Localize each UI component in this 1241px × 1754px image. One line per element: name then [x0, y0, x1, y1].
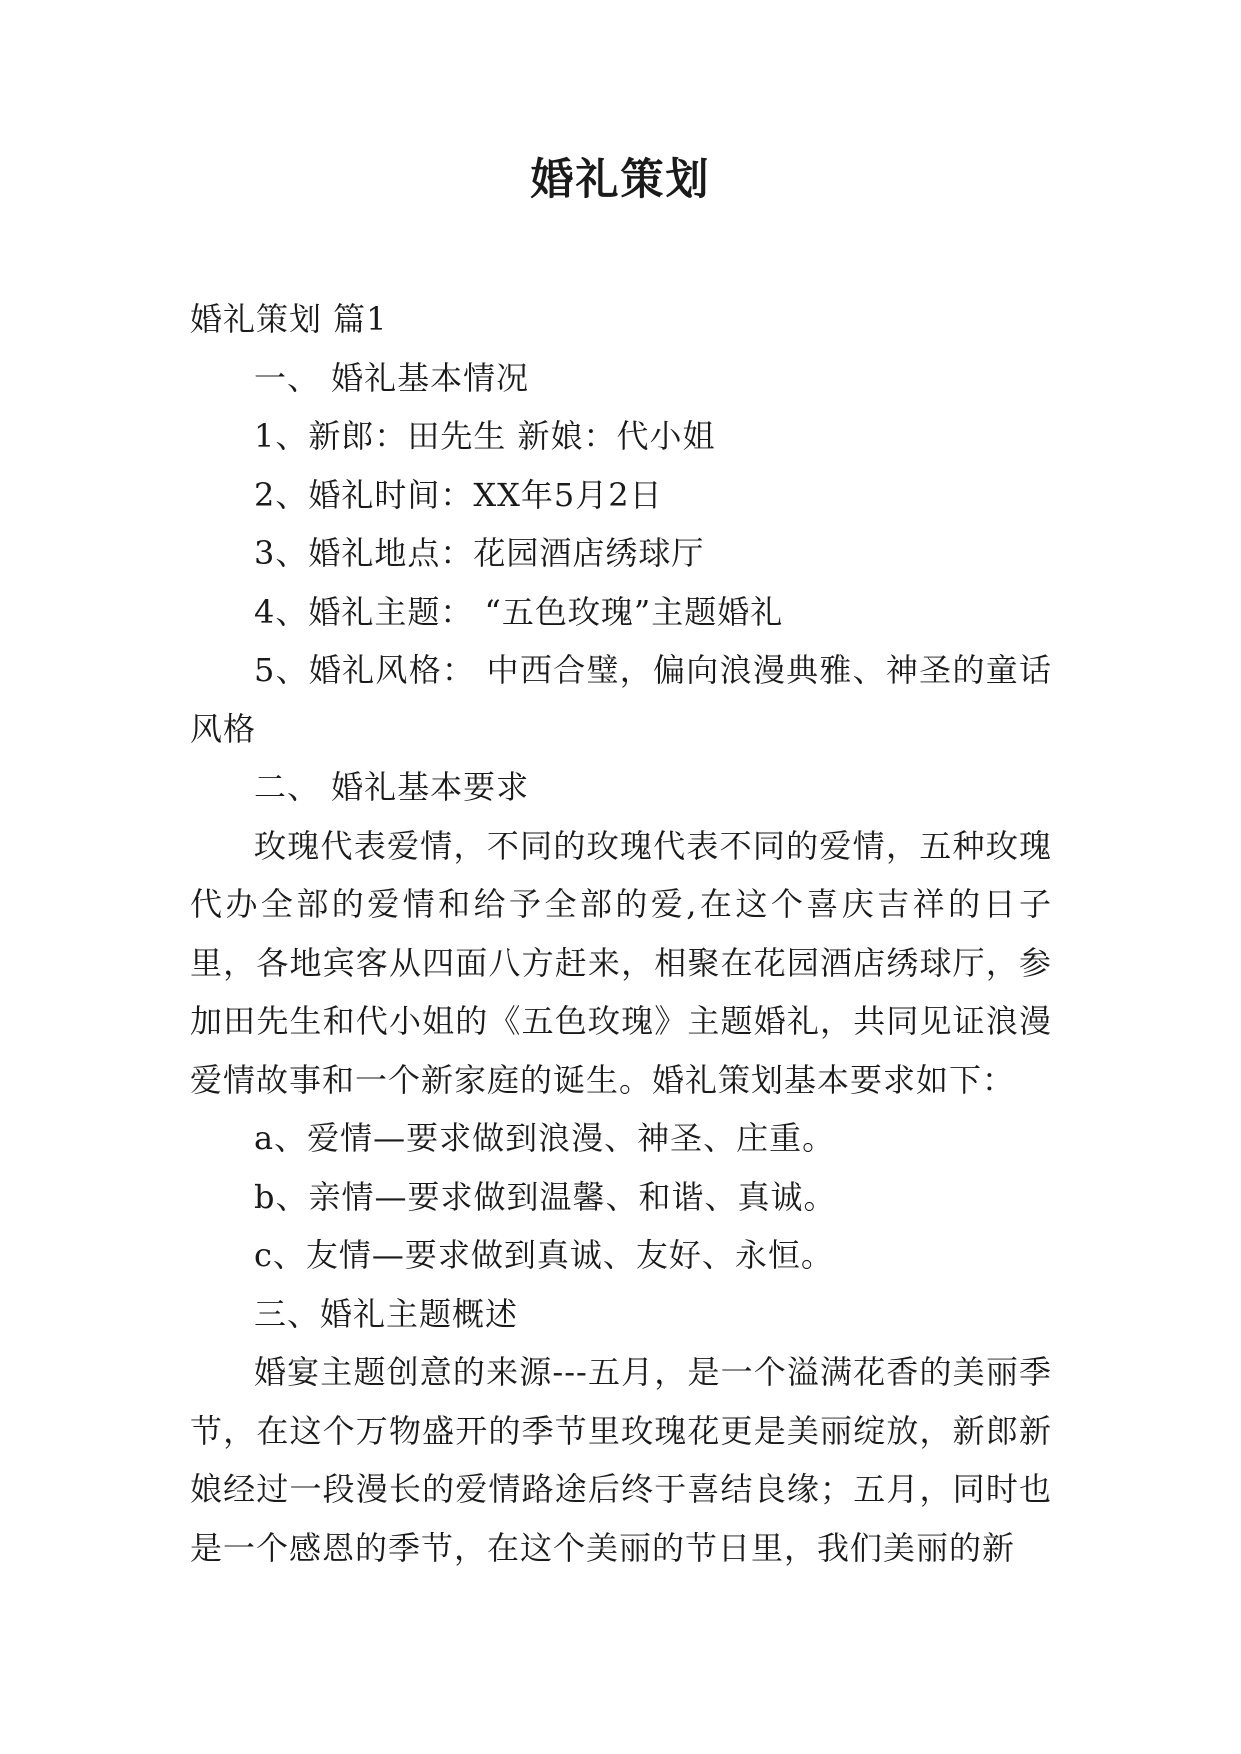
paragraph-requirement-friendship: c、友情—要求做到真诚、友好、永恒。: [254, 1236, 834, 1274]
paragraph-wedding-style: 5、婚礼风格： 中西合璧，偏向浪漫典雅、神圣的童话风格: [190, 651, 1052, 748]
paragraph-requirements-intro: 玫瑰代表爱情，不同的玫瑰代表不同的爱情，五种玫瑰代办全部的爱情和给予全部的爱,在这个喜庆吉祥的日子里，各地宾客从四面八方赶来，相聚在花园酒店绣球厅，参加田先生和代小姐的《五色玫瑰》主题婚礼，共同见证浪漫爱情故事和一个新家庭的诞生。婚礼策划基本要求如下：: [190, 826, 1052, 1099]
paragraph-couple: 1、新郎：田先生 新娘：代小姐: [254, 417, 716, 455]
paragraph-heading-basic-info: 一、 婚礼基本情况: [254, 358, 530, 397]
paragraph-wedding-time: 2、婚礼时间：XX年5月2日: [254, 475, 663, 514]
paragraph-section-heading: 婚礼策划 篇1: [190, 300, 388, 338]
paragraph-wedding-theme: 4、婚礼主题： “五色玫瑰”主题婚礼: [254, 592, 784, 631]
paragraph-wedding-location: 3、婚礼地点：花园酒店绣球厅: [254, 534, 705, 572]
paragraph-heading-theme-overview: 三、婚礼主题概述: [254, 1294, 519, 1333]
paragraph-requirement-love: a、爱情—要求做到浪漫、神圣、庄重。: [254, 1119, 836, 1157]
document-body: [190, 290, 1052, 1577]
document-title: 婚礼策划: [530, 155, 711, 205]
paragraph-requirement-family: b、亲情—要求做到温馨、和谐、真诚。: [254, 1177, 837, 1216]
paragraph-theme-overview: 婚宴主题创意的来源---五月，是一个溢满花香的美丽季节，在这个万物盛开的季节里玫瑰花更是美丽绽放，新郎新娘经过一段漫长的爱情路途后终于喜结良缘；五月，同时也是一个感恩的季节，在这个美丽的节日里，我们美丽的新: [190, 1353, 1052, 1567]
paragraph-heading-requirements: 二、 婚礼基本要求: [254, 768, 530, 806]
